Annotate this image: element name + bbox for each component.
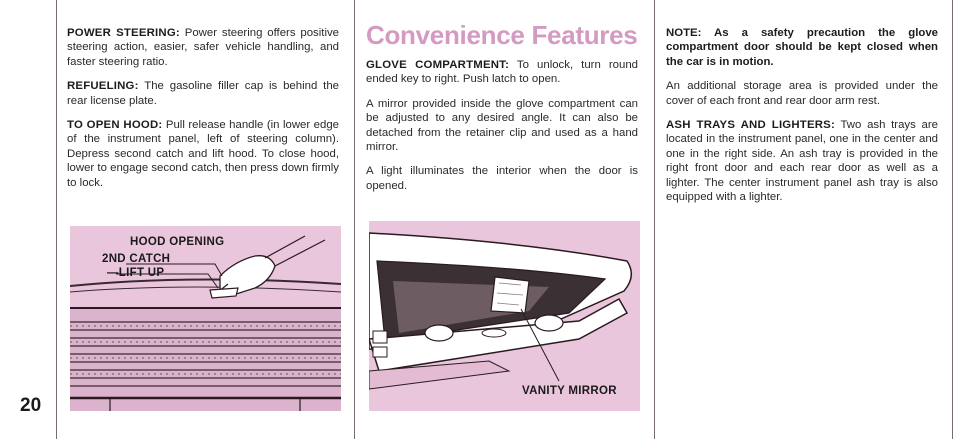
- second-catch-callout: 2ND CATCH: [102, 253, 171, 265]
- open-hood-paragraph: [67, 118, 339, 190]
- lift-up-callout: —LIFT UP: [107, 267, 165, 279]
- glove-compartment-label: GLOVE COMPARTMENT:: [366, 59, 510, 71]
- vanity-mirror-callout: VANITY MIRROR: [522, 385, 617, 397]
- power-steering-paragraph: [67, 26, 339, 69]
- ash-trays-label: ASH TRAYS AND LIGHTERS:: [666, 119, 835, 132]
- right-column: [666, 26, 938, 214]
- open-hood-text: Pull release handle (in lower edge of the instrument panel, left of steering column). Depress second catch and lift hood. To close hood, lower to engage second catch, then press down firmly to lock.: [67, 119, 339, 189]
- ash-trays-text: Two ash trays are located in the instrument panel, one in the center and one in the right side. An ash tray is provided in the right front door and each rear door as well as a lighter. The center instrument panel ash tray is also equipped with a lighter.: [666, 119, 938, 204]
- column-rule-middle-right: [654, 0, 655, 439]
- refueling-label: REFUELING:: [67, 80, 139, 93]
- power-steering-text: Power steering offers positive steering action, easier, safer vehicle handling, and faster steering ratio.: [67, 27, 340, 68]
- ash-trays-paragraph: [666, 118, 938, 204]
- light-paragraph: A light illuminates the interior when the door is opened.: [366, 165, 638, 192]
- column-rule-left: [56, 0, 57, 439]
- middle-column: [366, 20, 638, 203]
- section-heading: Convenience Features: [366, 20, 638, 50]
- vanity-mirror-illustration: [369, 221, 640, 411]
- open-hood-label: TO OPEN HOOD:: [67, 119, 163, 132]
- refueling-text: The gasoline filler cap is behind the rear license plate.: [67, 80, 339, 107]
- hood-opening-illustration: [70, 226, 341, 411]
- glove-compartment-drawing: [369, 221, 640, 411]
- mirror-paragraph: A mirror provided inside the glove compartment can be adjusted to any desired angle. It can also be detached from the retainer clip and used as a hand mirror.: [366, 97, 638, 154]
- column-rule-right: [952, 0, 953, 439]
- storage-paragraph: An additional storage area is provided under the cover of each front and rear door arm rest.: [666, 80, 938, 107]
- power-steering-label: POWER STEERING:: [67, 27, 180, 39]
- glove-compartment-text: To unlock, turn round ended key to right. Push latch to open.: [366, 59, 638, 86]
- column-rule-middle-left: [354, 0, 355, 439]
- refueling-paragraph: [67, 79, 339, 108]
- safety-note: NOTE: As a safety precaution the glove compartment door should be kept closed when the car is in motion.: [666, 27, 938, 68]
- left-column: [67, 26, 339, 200]
- hood-opening-callout: HOOD OPENING: [130, 236, 225, 248]
- page-number: 20: [20, 395, 42, 416]
- glove-compartment-paragraph: [366, 58, 638, 87]
